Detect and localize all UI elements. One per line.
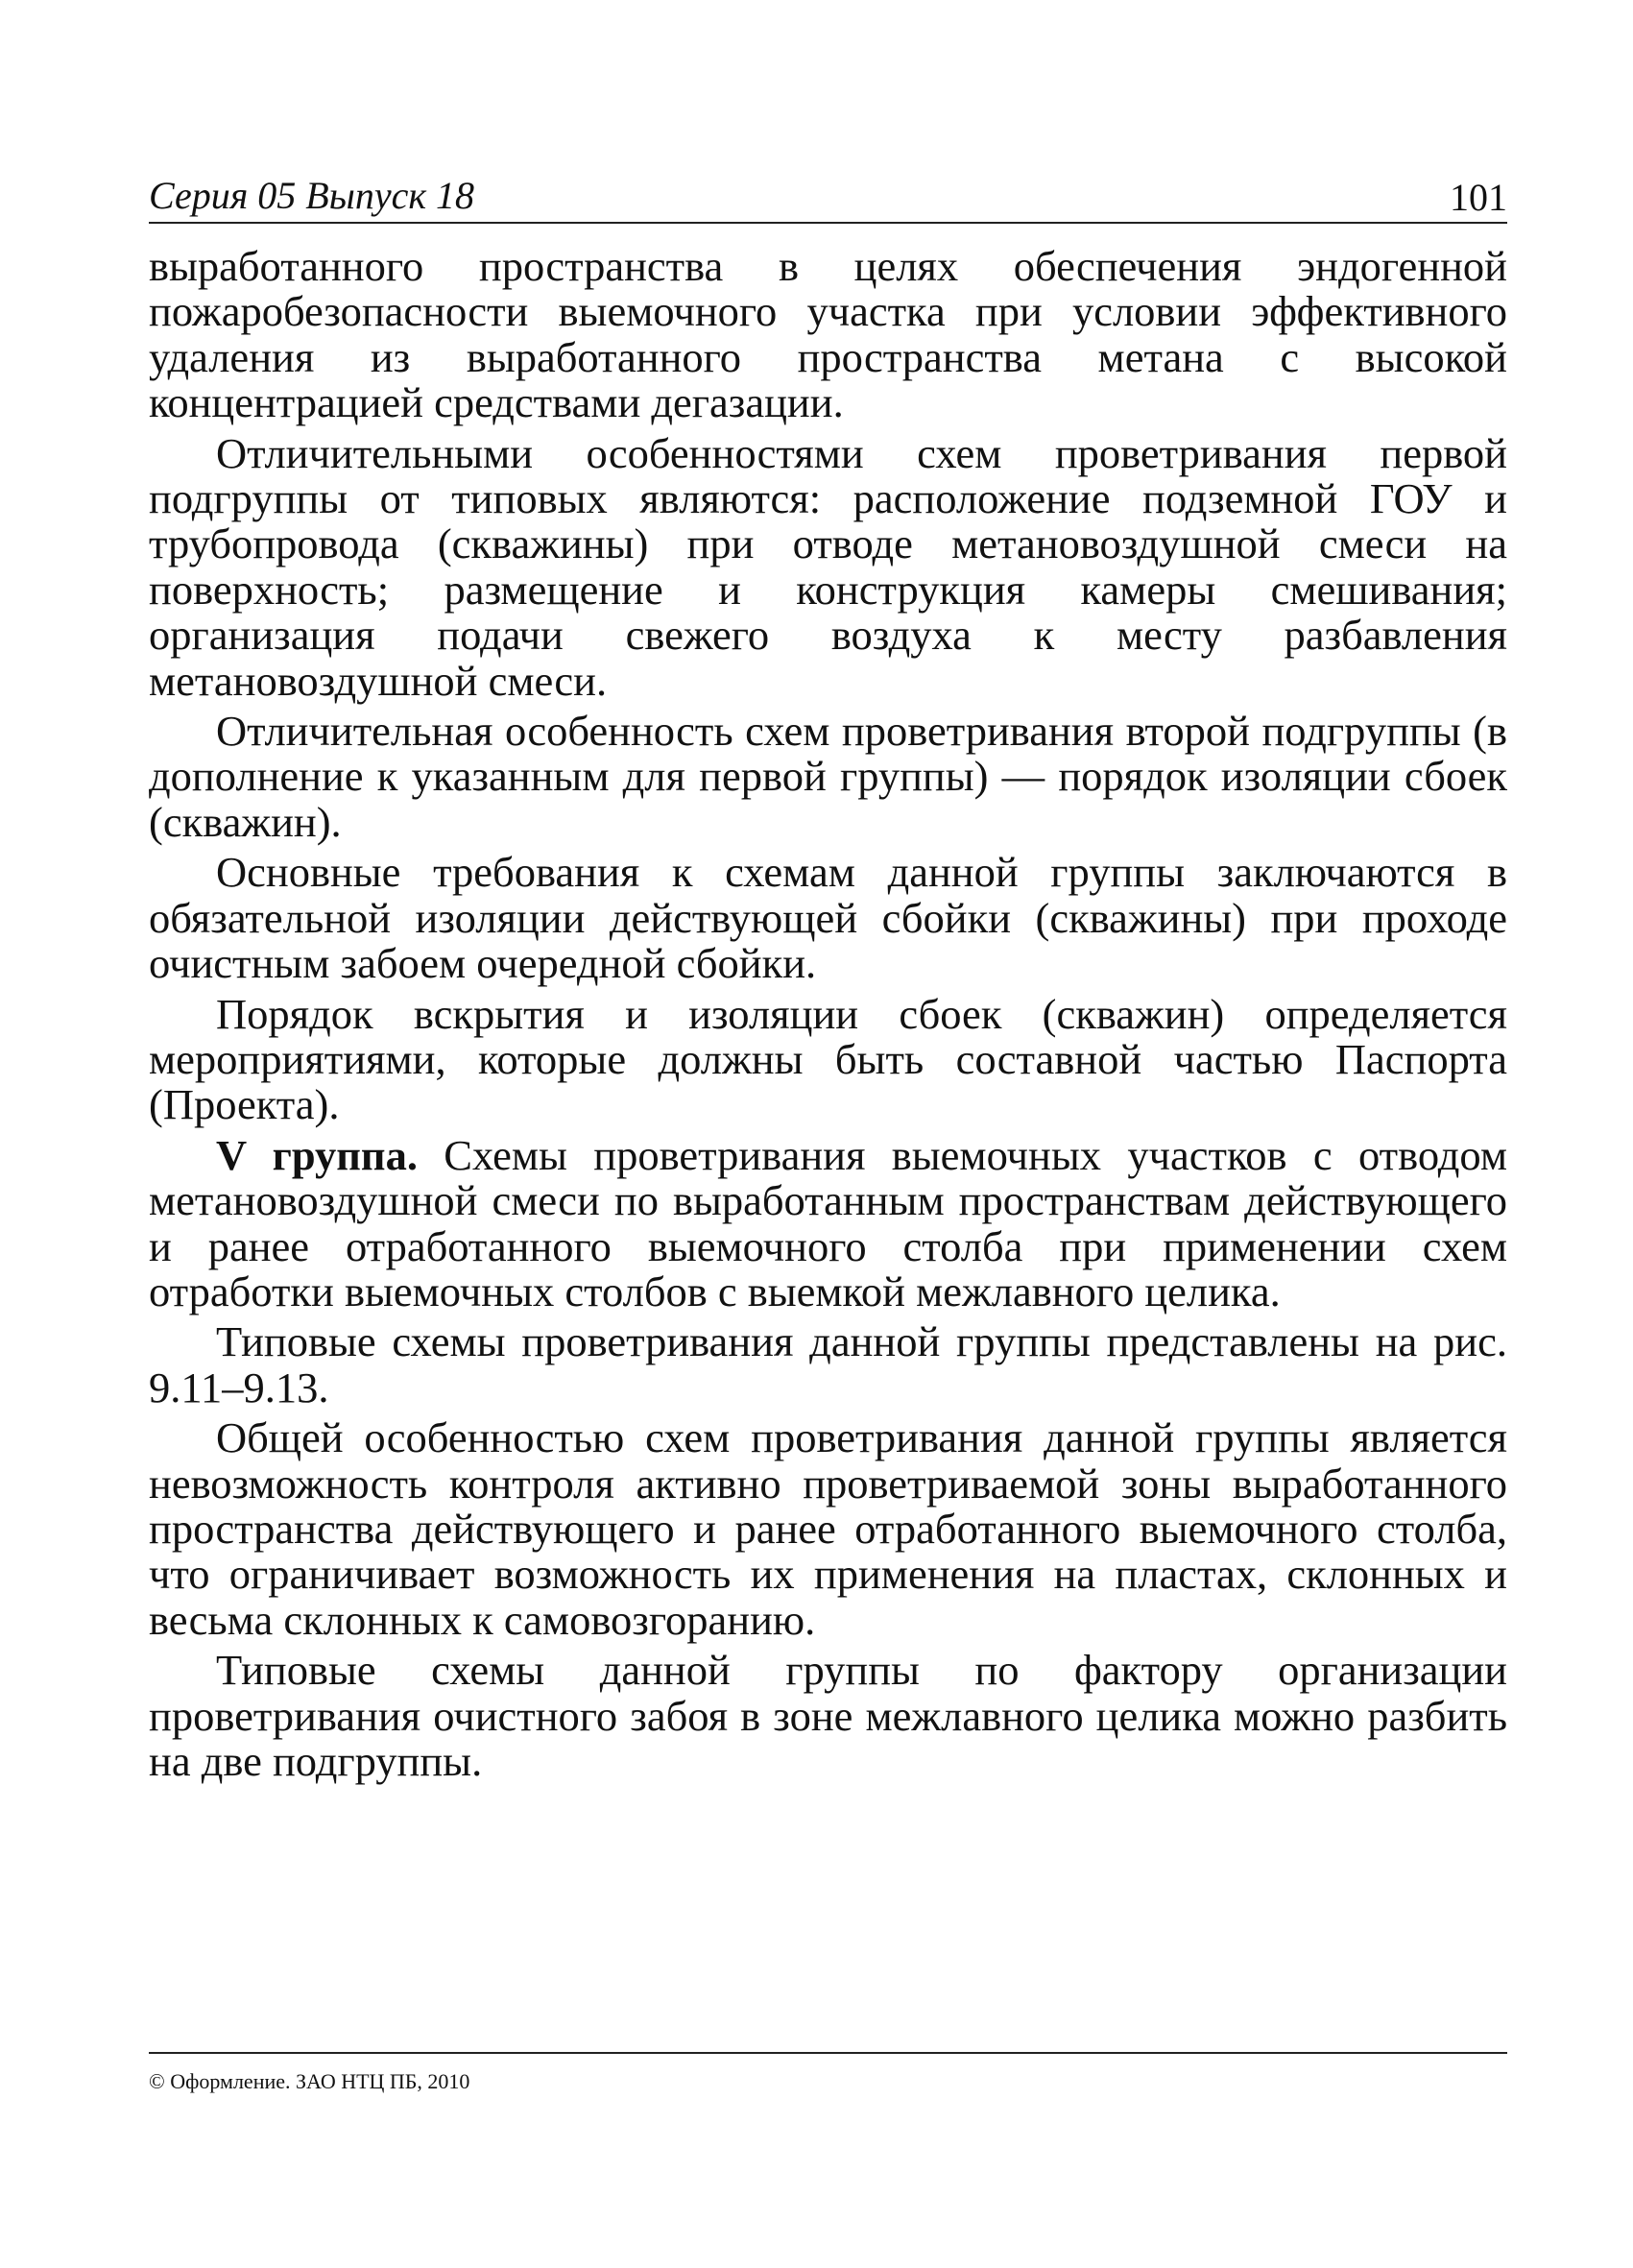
page-header	[149, 168, 1507, 224]
group-heading: V группа.	[216, 1130, 418, 1179]
series-title: Серия 05 Выпуск 18	[149, 174, 475, 217]
paragraph: Типовые схемы проветривания данной группы представлены на рис. 9.11–9.13.	[149, 1317, 1507, 1411]
paragraph: Порядок вскрытия и изоляции сбоек (скважин) определяется мероприятиями, которые должны быть составной частью Паспорта (Проекта).	[149, 989, 1507, 1129]
paragraph: Типовые схемы данной группы по фактору организации проветривания очистного забоя в зоне межлавного целика можно разбить на две подгруппы.	[149, 1646, 1507, 1785]
paragraph: Отличительными особенностями схем проветривания первой подгруппы от типовых являются: расположение подземной ГОУ и трубопровода (скважины) при отводе метановоздушной смеси на поверхность; размещение и конструкция камеры смешивания; организация подачи свежего воздуха к месту разбавления метановоздушной смеси.	[149, 428, 1507, 705]
paragraph	[149, 1130, 1507, 1315]
paragraph: Основные требования к схемам данной группы заключаются в обязательной изоляции действующей сбойки (скважины) при проходе очистным забоем очередной сбойки.	[149, 848, 1507, 988]
page-footer	[149, 2052, 1507, 2094]
paragraph: выработанного пространства в целях обеспечения эндогенной пожаробезопасности выемочного участка при условии эффективного удаления из выработанного пространства метана с высокой концентрацией средствами дегазации.	[149, 242, 1507, 427]
page-number: 101	[1450, 176, 1507, 219]
body-text	[149, 244, 1507, 1789]
paragraph: Отличительная особенность схем проветривания второй подгруппы (в дополнение к указанным для первой группы) — порядок изоляции сбоек (скважин).	[149, 707, 1507, 846]
paragraph-text: Схемы проветривания выемочных участков с отводом метановоздушной смеси по выработанным пространствам действующего и ранее отработанного выемочного столба при применении схем отработки выемочных столбов с выемкой межлавного целика.	[149, 1130, 1507, 1315]
paragraph: Общей особенностью схем проветривания данной группы является невозможность контроля активно проветриваемой зоны выработанного пространства действующего и ранее отработанного выемочного столба, что ограничивает возможность их применения на пластах, склонных и весьма склонных к самовозгоранию.	[149, 1413, 1507, 1644]
copyright-text: © Оформление. ЗАО НТЦ ПБ, 2010	[149, 2069, 470, 2093]
